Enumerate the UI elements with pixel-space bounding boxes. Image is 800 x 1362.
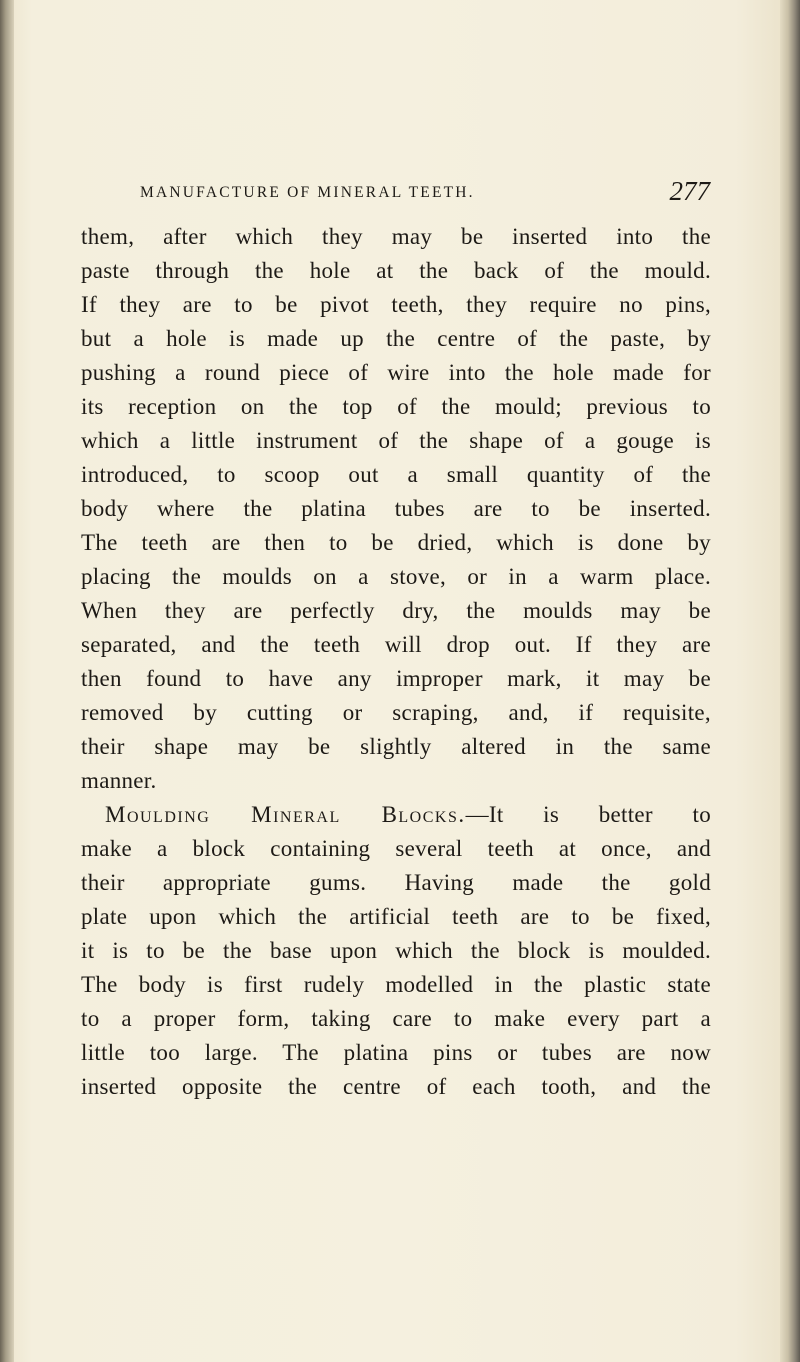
text-line: but a hole is made up the centre of the paste, by <box>81 326 711 351</box>
text-line: them, after which they may be inserted into the <box>81 224 711 249</box>
text-line: placing the moulds on a stove, or in a warm place. <box>81 564 711 589</box>
text-line: then found to have any improper mark, it may be <box>81 666 711 691</box>
text-line: little too large. The platina pins or tubes are now <box>81 1040 711 1065</box>
text-line: which a little instrument of the shape of a gouge is <box>81 428 711 453</box>
text-line: manner. <box>81 768 157 793</box>
text-line: its reception on the top of the mould; previous to <box>81 394 711 419</box>
text-line: it is to be the base upon which the block is moulded. <box>81 938 711 963</box>
book-gutter <box>0 0 14 1362</box>
text-line: pushing a round piece of wire into the hole made for <box>81 360 711 385</box>
text-line: inserted opposite the centre of each tooth, and the <box>81 1074 711 1099</box>
text-line: to a proper form, taking care to make every part a <box>81 1006 711 1031</box>
text-line: separated, and the teeth will drop out. If they are <box>81 632 711 657</box>
text-line: plate upon which the artificial teeth are to be fixed, <box>81 904 711 929</box>
section-heading: Moulding Mineral Blocks. <box>105 802 466 827</box>
running-head: MANUFACTURE OF MINERAL TEETH. <box>140 184 475 201</box>
text-line: make a block containing several teeth at once, and <box>81 836 711 861</box>
text-line: body where the platina tubes are to be inserted. <box>81 496 711 521</box>
text-line: The body is first rudely modelled in the plastic state <box>81 972 711 997</box>
text-line: paste through the hole at the back of the mould. <box>81 258 711 283</box>
text-line: their appropriate gums. Having made the gold <box>81 870 711 895</box>
text-line: If they are to be pivot teeth, they require no pins, <box>81 292 711 317</box>
page-header <box>140 176 710 216</box>
page-edge <box>780 0 800 1362</box>
text-line: removed by cutting or scraping, and, if requisite, <box>81 700 711 725</box>
text-line: their shape may be slightly altered in the same <box>81 734 711 759</box>
text-line: introduced, to scoop out a small quantity of the <box>81 462 711 487</box>
body-text <box>81 220 711 1104</box>
text-line: When they are perfectly dry, the moulds may be <box>81 598 711 623</box>
section-first-line <box>81 798 711 832</box>
section-first-line-rest: —It is better to <box>465 802 711 827</box>
text-line: The teeth are then to be dried, which is done by <box>81 530 711 555</box>
page-number: 277 <box>669 176 710 206</box>
